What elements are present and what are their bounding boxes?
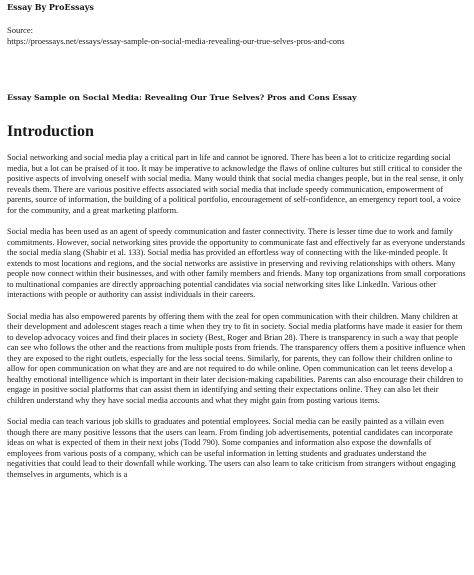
source-label: Source: [7,25,33,35]
essay-title: Essay Sample on Social Media: Revealing Our True Selves? Pros and Cons Essay [7,93,357,102]
paragraph-4: Social media can teach various job skills to graduates and potential employees. Social media can be easily painted as a villain even though there are many positive lessons that the users can learn. From finding job advertisements, potential candidates can incorporate ideas on what is expected of them in their next jobs (Todd 790). Some companies and information also expose the downfalls of employees from various posts of a company, which can be useful information in letting students and graduates understand the negativities that could lead to their downfall while working. The users can also learn to take criticism from strangers without engaging themselves in arguments, which is a [7,417,456,479]
essay-body [7,153,467,491]
paragraph-1: Social networking and social media play a critical part in life and cannot be ignored. There has been a lot to criticize regarding social media, but a lot can be praised of it too. It may be imperative to acknowledge the flaws of online cultures but still critical to consider the positive aspects of involving oneself with social media. Many would think that social media changes people, but in the real sense, it only reveals them. There are various positive effects associated with social media that include speedy communication, empowerment of parents, source of information, the building of a political portfolio, encouragement of self-confidence, an emergency report tool, a voice for the community, and a great marketing platform. [7,153,464,215]
paragraph-3: Social media has also empowered parents by offering them with the zeal for open communication with their children. Many children at their development and adolescent stages reach a time when they try to fit in society. Social media platforms have made it easier for them to develop advocacy voices and find their places in society (Best, Roger and Brian 28). There is transparency in such a way that people can see who follows the other and the reactions from multiple posts from friends. The transparency offers them a positive influence when they are exposed to the right outlets, especially for the less social teens. Similarly, for parents, they can follow their children online to allow for open communication on what they are and are not required to do while online. Open communication can let teens develop a healthy emotional intelligence which is important in their later decision-making capabilities. Parents can also encourage their children to engage in positive social platforms that can assist them in identifying and setting their expectations online. They can also let their children understand why they have social media accounts and what they might gain from posting various items. [7,311,466,405]
document-meta [7,2,467,47]
site-title: Essay By ProEssays [7,2,94,12]
source-url[interactable]: https://proessays.net/essays/essay-sample-on-social-media-revealing-our-true-selves-pros-and-cons [7,36,345,46]
paragraph-2: Social media has been used as an agent of speedy communication and faster connectivity. There is lesser time due to work and family commitments. However, social networking sites provide the opportunity to communicate fast and effectively far as everyone understands the social media slang (Shabir et al. 133). Social media has provided an effortless way of connecting with the like-minded people. It extends to most locations and regions, and the social networks are assistive in preserving and reviving relationships with others. Many people now connect within their businesses, and with other family members and friends. Many top organizations from small corporations to multinational companies are directly approaching potential candidates via social networking sites like LinkedIn. Various other interactions with people or authority can assist individuals in their careers. [7,227,466,299]
section-heading: Introduction [7,123,94,140]
